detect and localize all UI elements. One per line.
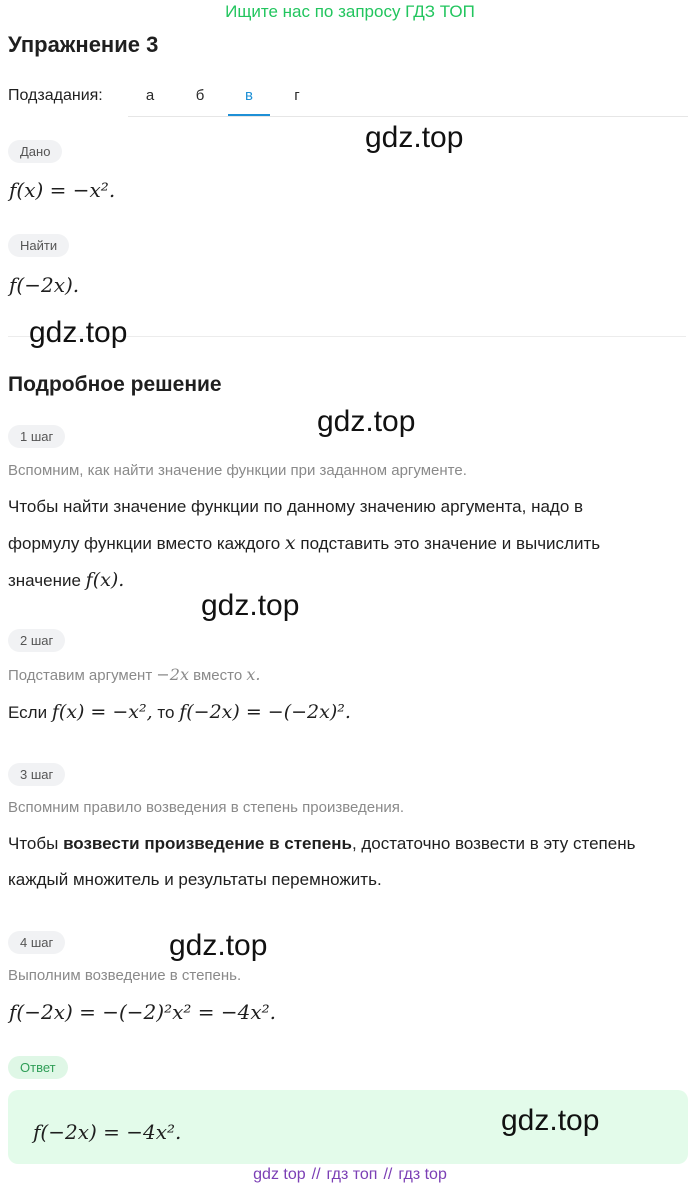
tab-b[interactable]: б <box>195 87 205 104</box>
step3-text-bold: возвести произведение в степень <box>63 834 352 853</box>
subtasks-label: Подзадания: <box>8 87 103 104</box>
footer-link[interactable]: гдз топ <box>326 1166 378 1183</box>
watermark-text: gdz.top <box>501 1104 600 1137</box>
step1-line2-b: подставить это значение и вычислить <box>300 534 601 553</box>
step4-pill: 4 шаг <box>8 931 65 954</box>
step2-line-b: то <box>157 703 175 722</box>
subtasks-tabs <box>128 78 688 117</box>
watermark-text: gdz.top <box>169 929 268 962</box>
step3-text <box>8 826 688 898</box>
step1-line3 <box>8 562 688 599</box>
step1-line2-var: x <box>284 532 296 554</box>
step4-formula: f(−2x) = −(−2)²x² = −4x². <box>9 1000 277 1024</box>
answer-pill: Ответ <box>8 1056 68 1079</box>
tab-g[interactable]: г <box>294 87 300 104</box>
find-pill-wrap <box>8 234 69 257</box>
step2-hint-b: вместо <box>193 667 243 684</box>
answer-formula: f(−2x) = −4x². <box>33 1120 182 1144</box>
footer-separator: // <box>311 1166 321 1183</box>
tab-v[interactable]: в <box>228 78 270 116</box>
step2-line-math2: f(−2x) = −(−2x)². <box>179 701 351 723</box>
given-pill-wrap <box>8 140 62 163</box>
solution-title: Подробное решение <box>8 373 222 396</box>
find-formula: f(−2x). <box>9 273 80 297</box>
step1-line2 <box>8 525 688 562</box>
given-pill: Дано <box>8 140 62 163</box>
step3-line1 <box>8 826 688 862</box>
step2-pill-wrap <box>8 629 65 652</box>
watermark-text: gdz.top <box>201 589 300 622</box>
step3-text-a: Чтобы <box>8 834 59 853</box>
step2-pill: 2 шаг <box>8 629 65 652</box>
find-pill: Найти <box>8 234 69 257</box>
footer-link[interactable]: гдз top <box>398 1166 447 1183</box>
given-formula: f(x) = −x². <box>9 178 116 202</box>
step3-line2: каждый множитель и результаты перемножить. <box>8 870 382 889</box>
step3-pill-wrap <box>8 763 65 786</box>
tab-a[interactable]: а <box>145 87 155 104</box>
step1-line3-math: f(x). <box>85 569 125 591</box>
step1-line1: Чтобы найти значение функции по данному значению аргумента, надо в <box>8 497 584 516</box>
step1-hint: Вспомним, как найти значение функции при заданном аргументе. <box>8 462 467 479</box>
step2-hint-a: Подставим аргумент <box>8 667 153 684</box>
step3-hint: Вспомним правило возведения в степень произведения. <box>8 799 405 816</box>
search-promo-banner: Ищите нас по запросу ГДЗ ТОП <box>225 2 475 21</box>
step4-pill-wrap <box>8 931 65 954</box>
step1-line3-a: значение <box>8 571 81 590</box>
step2-hint <box>8 665 260 684</box>
watermark-text: gdz.top <box>365 121 464 154</box>
footer-links <box>0 1166 700 1184</box>
step4-hint: Выполним возведение в степень. <box>8 967 242 984</box>
step2-line-a: Если <box>8 703 48 722</box>
step2-hint-var: x. <box>246 665 261 684</box>
step3-pill: 3 шаг <box>8 763 65 786</box>
answer-pill-wrap <box>8 1056 68 1079</box>
step2-line-math1: f(x) = −x², <box>51 701 153 723</box>
step1-pill: 1 шаг <box>8 425 65 448</box>
step2-line <box>8 694 688 731</box>
step1-pill-wrap <box>8 425 65 448</box>
step1-line2-a: формулу функции вместо каждого <box>8 534 281 553</box>
watermark-text: gdz.top <box>29 316 128 349</box>
step1-text <box>8 489 688 599</box>
footer-link[interactable]: gdz top <box>253 1166 306 1183</box>
step2-hint-math: −2x <box>156 665 189 684</box>
exercise-title: Упражнение 3 <box>8 32 159 57</box>
watermark-text: gdz.top <box>317 405 416 438</box>
step3-text-b: , достаточно возвести в эту степень <box>351 834 636 853</box>
footer-separator: // <box>383 1166 393 1183</box>
